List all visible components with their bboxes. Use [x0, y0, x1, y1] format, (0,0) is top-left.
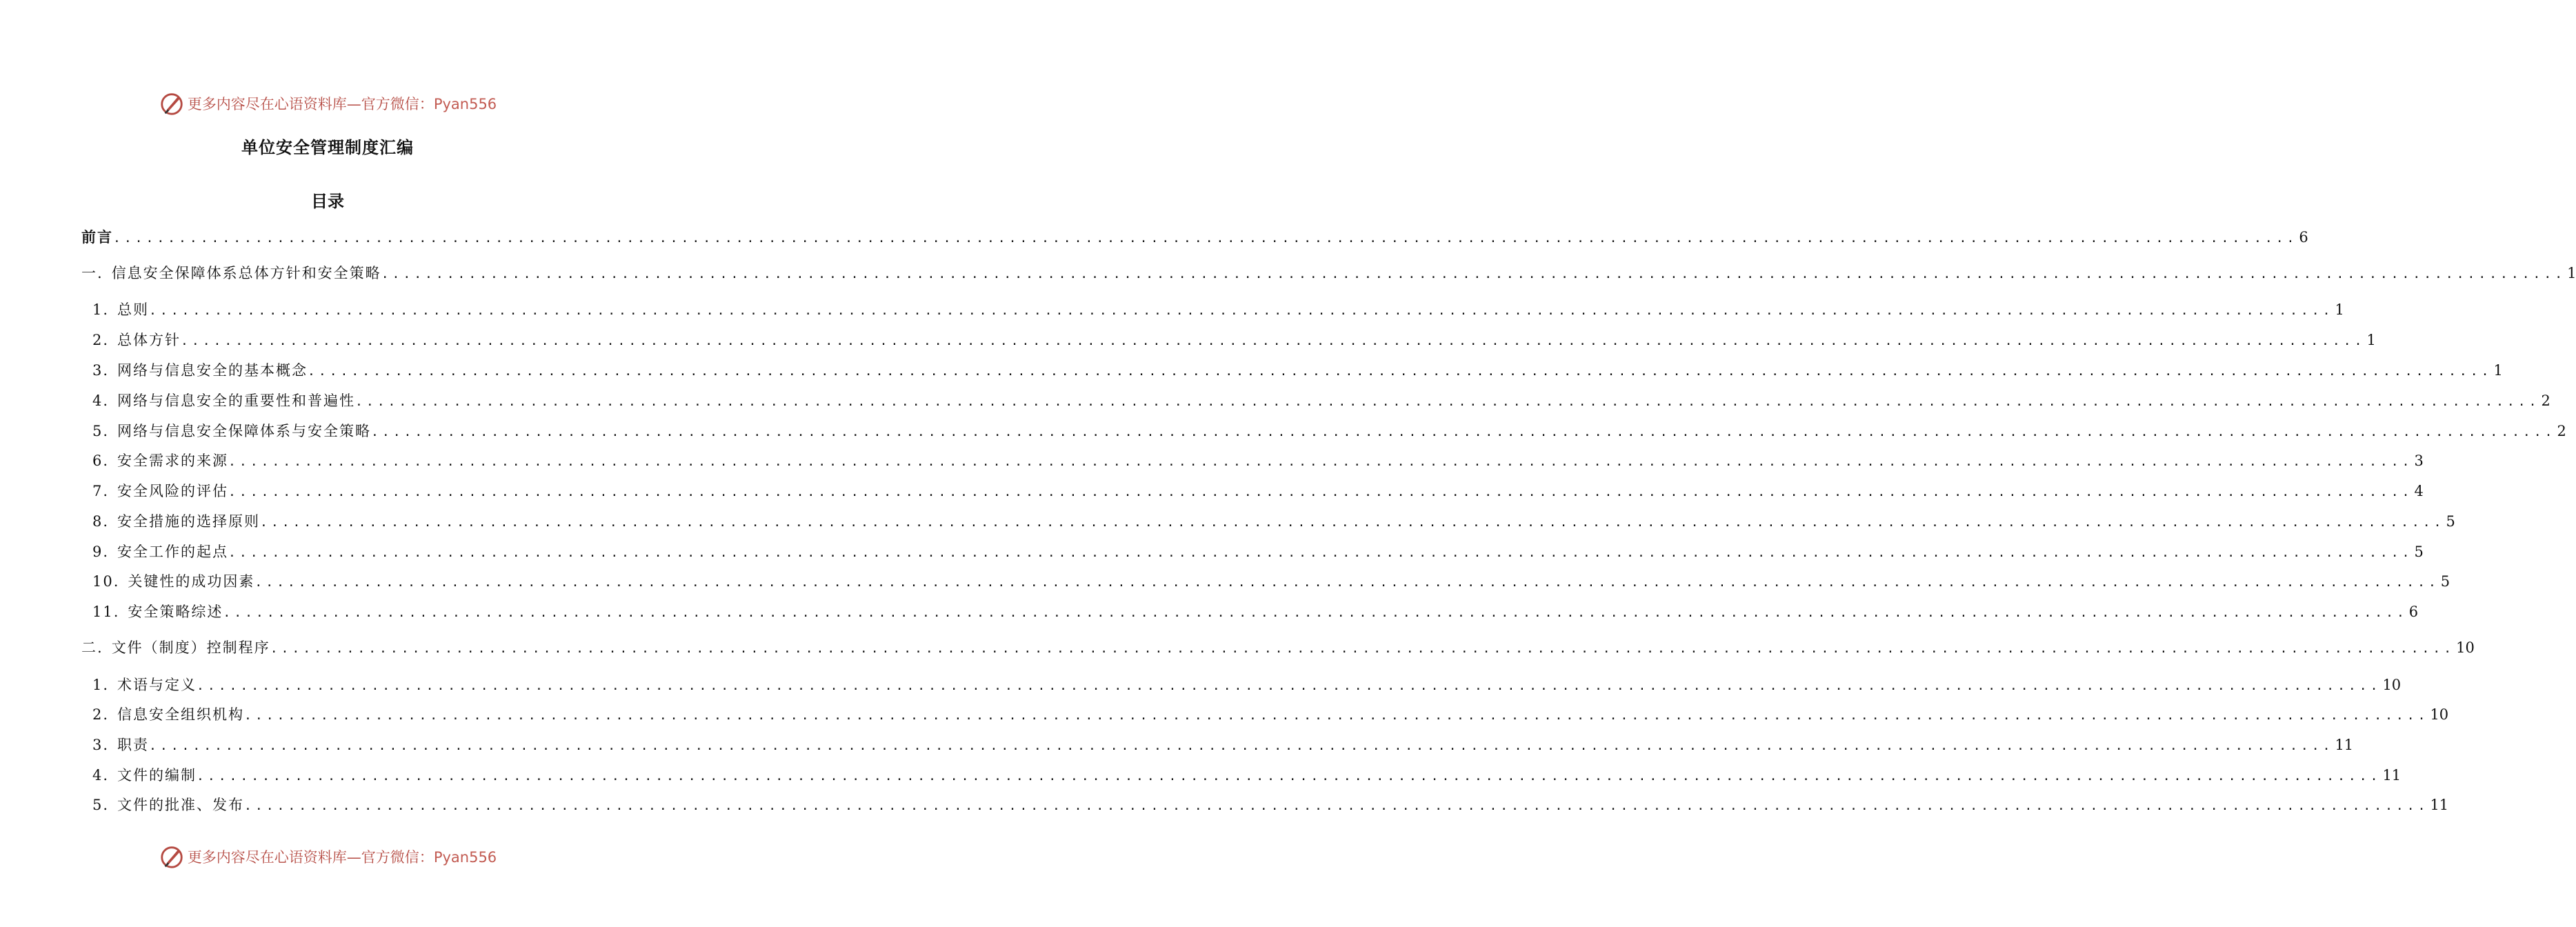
toc-entry-label: 安全策略综述: [128, 604, 223, 620]
toc-entry-number: 1.: [92, 677, 110, 693]
toc-entry-page: 4: [2414, 483, 2424, 499]
toc-entry-page: 11: [2430, 797, 2449, 813]
toc-entry-number: 4.: [92, 767, 110, 784]
toc-entry-number: 10.: [92, 573, 120, 590]
toc-entry-label: 文件的编制: [117, 767, 197, 784]
toc-entry-page: 5: [2414, 544, 2424, 560]
toc-entry-number: 9.: [92, 544, 110, 560]
banner-text: 更多内容尽在心语资料库—官方微信：: [187, 849, 434, 866]
toc-entry-number: 5.: [92, 797, 110, 813]
toc-dot-leader: ........................................................................................................................................................................................................: [371, 425, 2556, 439]
toc-entry-label: 安全风险的评估: [117, 483, 229, 499]
toc-entry-label: 文件的批准、发布: [117, 797, 245, 813]
toc-dot-leader: ........................................................................................................................................................................................................: [149, 739, 2334, 753]
toc-dot-leader: ........................................................................................................................................................................................................: [381, 267, 2566, 281]
toc-dot-leader: ........................................................................................................................................................................................................: [270, 641, 2455, 656]
toc-entry[interactable]: [81, 262, 2576, 284]
banner-text: 更多内容尽在心语资料库—官方微信：: [187, 96, 434, 112]
toc-dot-leader: ........................................................................................................................................................................................................: [181, 334, 2366, 348]
toc-entry[interactable]: [92, 734, 2354, 756]
toc-entry-label: 安全措施的选择原则: [117, 513, 261, 530]
toc-entry-page: 3: [2414, 452, 2424, 469]
toc-entry[interactable]: [92, 570, 2450, 592]
toc-dot-leader: ........................................................................................................................................................................................................: [308, 364, 2493, 379]
footer-banner: [0, 843, 655, 870]
toc-entry-label: 术语与定义: [117, 677, 197, 693]
toc-entry-label: 安全需求的来源: [117, 452, 229, 469]
toc-entry-label: 信息安全保障体系总体方针和安全策略: [111, 265, 381, 281]
toc-entry[interactable]: [92, 704, 2449, 726]
toc-entry-number: 5.: [92, 423, 110, 439]
toc-entry[interactable]: [92, 764, 2402, 786]
toc-entry-number: 4.: [92, 392, 110, 409]
toc-entry-page: 10: [2430, 706, 2449, 723]
toc-entry-label: 前言: [81, 229, 113, 246]
toc-dot-leader: ........................................................................................................................................................................................................: [223, 606, 2408, 620]
toc-entry-number: 7.: [92, 483, 110, 499]
toc-entry-number: 2.: [92, 706, 110, 723]
toc-entry-label: 职责: [117, 737, 150, 753]
toc-heading: 目录: [311, 192, 344, 211]
banner-wechat: Pyan556: [433, 849, 497, 866]
toc-entry-page: 11: [2382, 767, 2402, 784]
toc-entry[interactable]: [92, 541, 2424, 563]
toc-dot-leader: ........................................................................................................................................................................................................: [244, 708, 2429, 723]
toc-entry[interactable]: [92, 299, 2344, 321]
toc-entry-page: 2: [2557, 423, 2566, 439]
toc-entry-number: 一.: [81, 265, 103, 281]
toc-entry[interactable]: [92, 510, 2455, 532]
toc-dot-leader: ........................................................................................................................................................................................................: [244, 799, 2429, 813]
toc-entry-page: 2: [2541, 392, 2550, 409]
header-banner: [0, 90, 655, 117]
toc-entry-number: 2.: [92, 332, 110, 348]
toc-entry[interactable]: [92, 450, 2424, 472]
toc-entry[interactable]: [92, 601, 2419, 623]
toc-entry-number: 8.: [92, 513, 110, 530]
toc-entry-number: 3.: [92, 737, 110, 753]
toc-entry-label: 网络与信息安全保障体系与安全策略: [117, 423, 372, 439]
toc-entry-label: 文件（制度）控制程序: [111, 639, 270, 656]
toc-entry-label: 网络与信息安全的重要性和普遍性: [117, 392, 356, 409]
toc-entry-page: 5: [2446, 513, 2455, 530]
toc-entry-number: 3.: [92, 362, 110, 379]
toc-dot-leader: ........................................................................................................................................................................................................: [260, 515, 2445, 530]
quill-logo-icon: [159, 844, 185, 870]
toc-entry-page: 6: [2299, 229, 2308, 246]
toc-entry-page: 1: [2335, 301, 2344, 318]
toc-entry[interactable]: [81, 226, 2308, 248]
toc-dot-leader: ........................................................................................................................................................................................................: [113, 231, 2298, 246]
toc-entry-label: 安全工作的起点: [117, 544, 229, 560]
banner-wechat: Pyan556: [433, 96, 497, 112]
toc-entry-number: 1.: [92, 301, 110, 318]
toc-dot-leader: ........................................................................................................................................................................................................: [254, 575, 2439, 590]
toc-entry-label: 总则: [117, 301, 150, 318]
toc-entry[interactable]: [81, 637, 2475, 659]
toc-entry-page: 11: [2335, 737, 2354, 753]
toc-entry[interactable]: [92, 420, 2566, 442]
document-title: 单位安全管理制度汇编: [241, 138, 414, 157]
toc-dot-leader: ........................................................................................................................................................................................................: [228, 546, 2413, 560]
toc-entry[interactable]: [92, 390, 2550, 412]
toc-dot-leader: ........................................................................................................................................................................................................: [197, 769, 2382, 784]
toc-entry-page: 5: [2440, 573, 2450, 590]
toc-entry-page: 10: [2456, 639, 2475, 656]
quill-logo-icon: [159, 90, 185, 117]
toc-entry-page: 6: [2408, 604, 2419, 620]
toc-entry[interactable]: [92, 329, 2376, 351]
toc-dot-leader: ........................................................................................................................................................................................................: [197, 679, 2382, 693]
toc-entry-page: 1: [2493, 362, 2503, 379]
toc-dot-leader: ........................................................................................................................................................................................................: [149, 303, 2334, 318]
toc-entry-label: 网络与信息安全的基本概念: [117, 362, 308, 379]
toc-entry[interactable]: [92, 359, 2503, 381]
toc-entry-label: 信息安全组织机构: [117, 706, 245, 723]
toc-entry-number: 二.: [81, 639, 103, 656]
toc-entry-label: 关键性的成功因素: [128, 573, 255, 590]
toc-entry-number: 6.: [92, 452, 110, 469]
toc-entry-number: 11.: [92, 604, 120, 620]
toc-dot-leader: ........................................................................................................................................................................................................: [228, 485, 2413, 499]
toc-entry-page: 10: [2382, 677, 2402, 693]
toc-entry-label: 总体方针: [117, 332, 181, 348]
toc-entry[interactable]: [92, 674, 2402, 696]
toc-entry[interactable]: [92, 480, 2424, 502]
toc-dot-leader: ........................................................................................................................................................................................................: [228, 455, 2413, 469]
toc-entry-page: 1: [2567, 265, 2576, 281]
toc-entry[interactable]: [92, 794, 2449, 816]
toc-dot-leader: ........................................................................................................................................................................................................: [355, 395, 2540, 409]
toc-entry-page: 1: [2366, 332, 2376, 348]
